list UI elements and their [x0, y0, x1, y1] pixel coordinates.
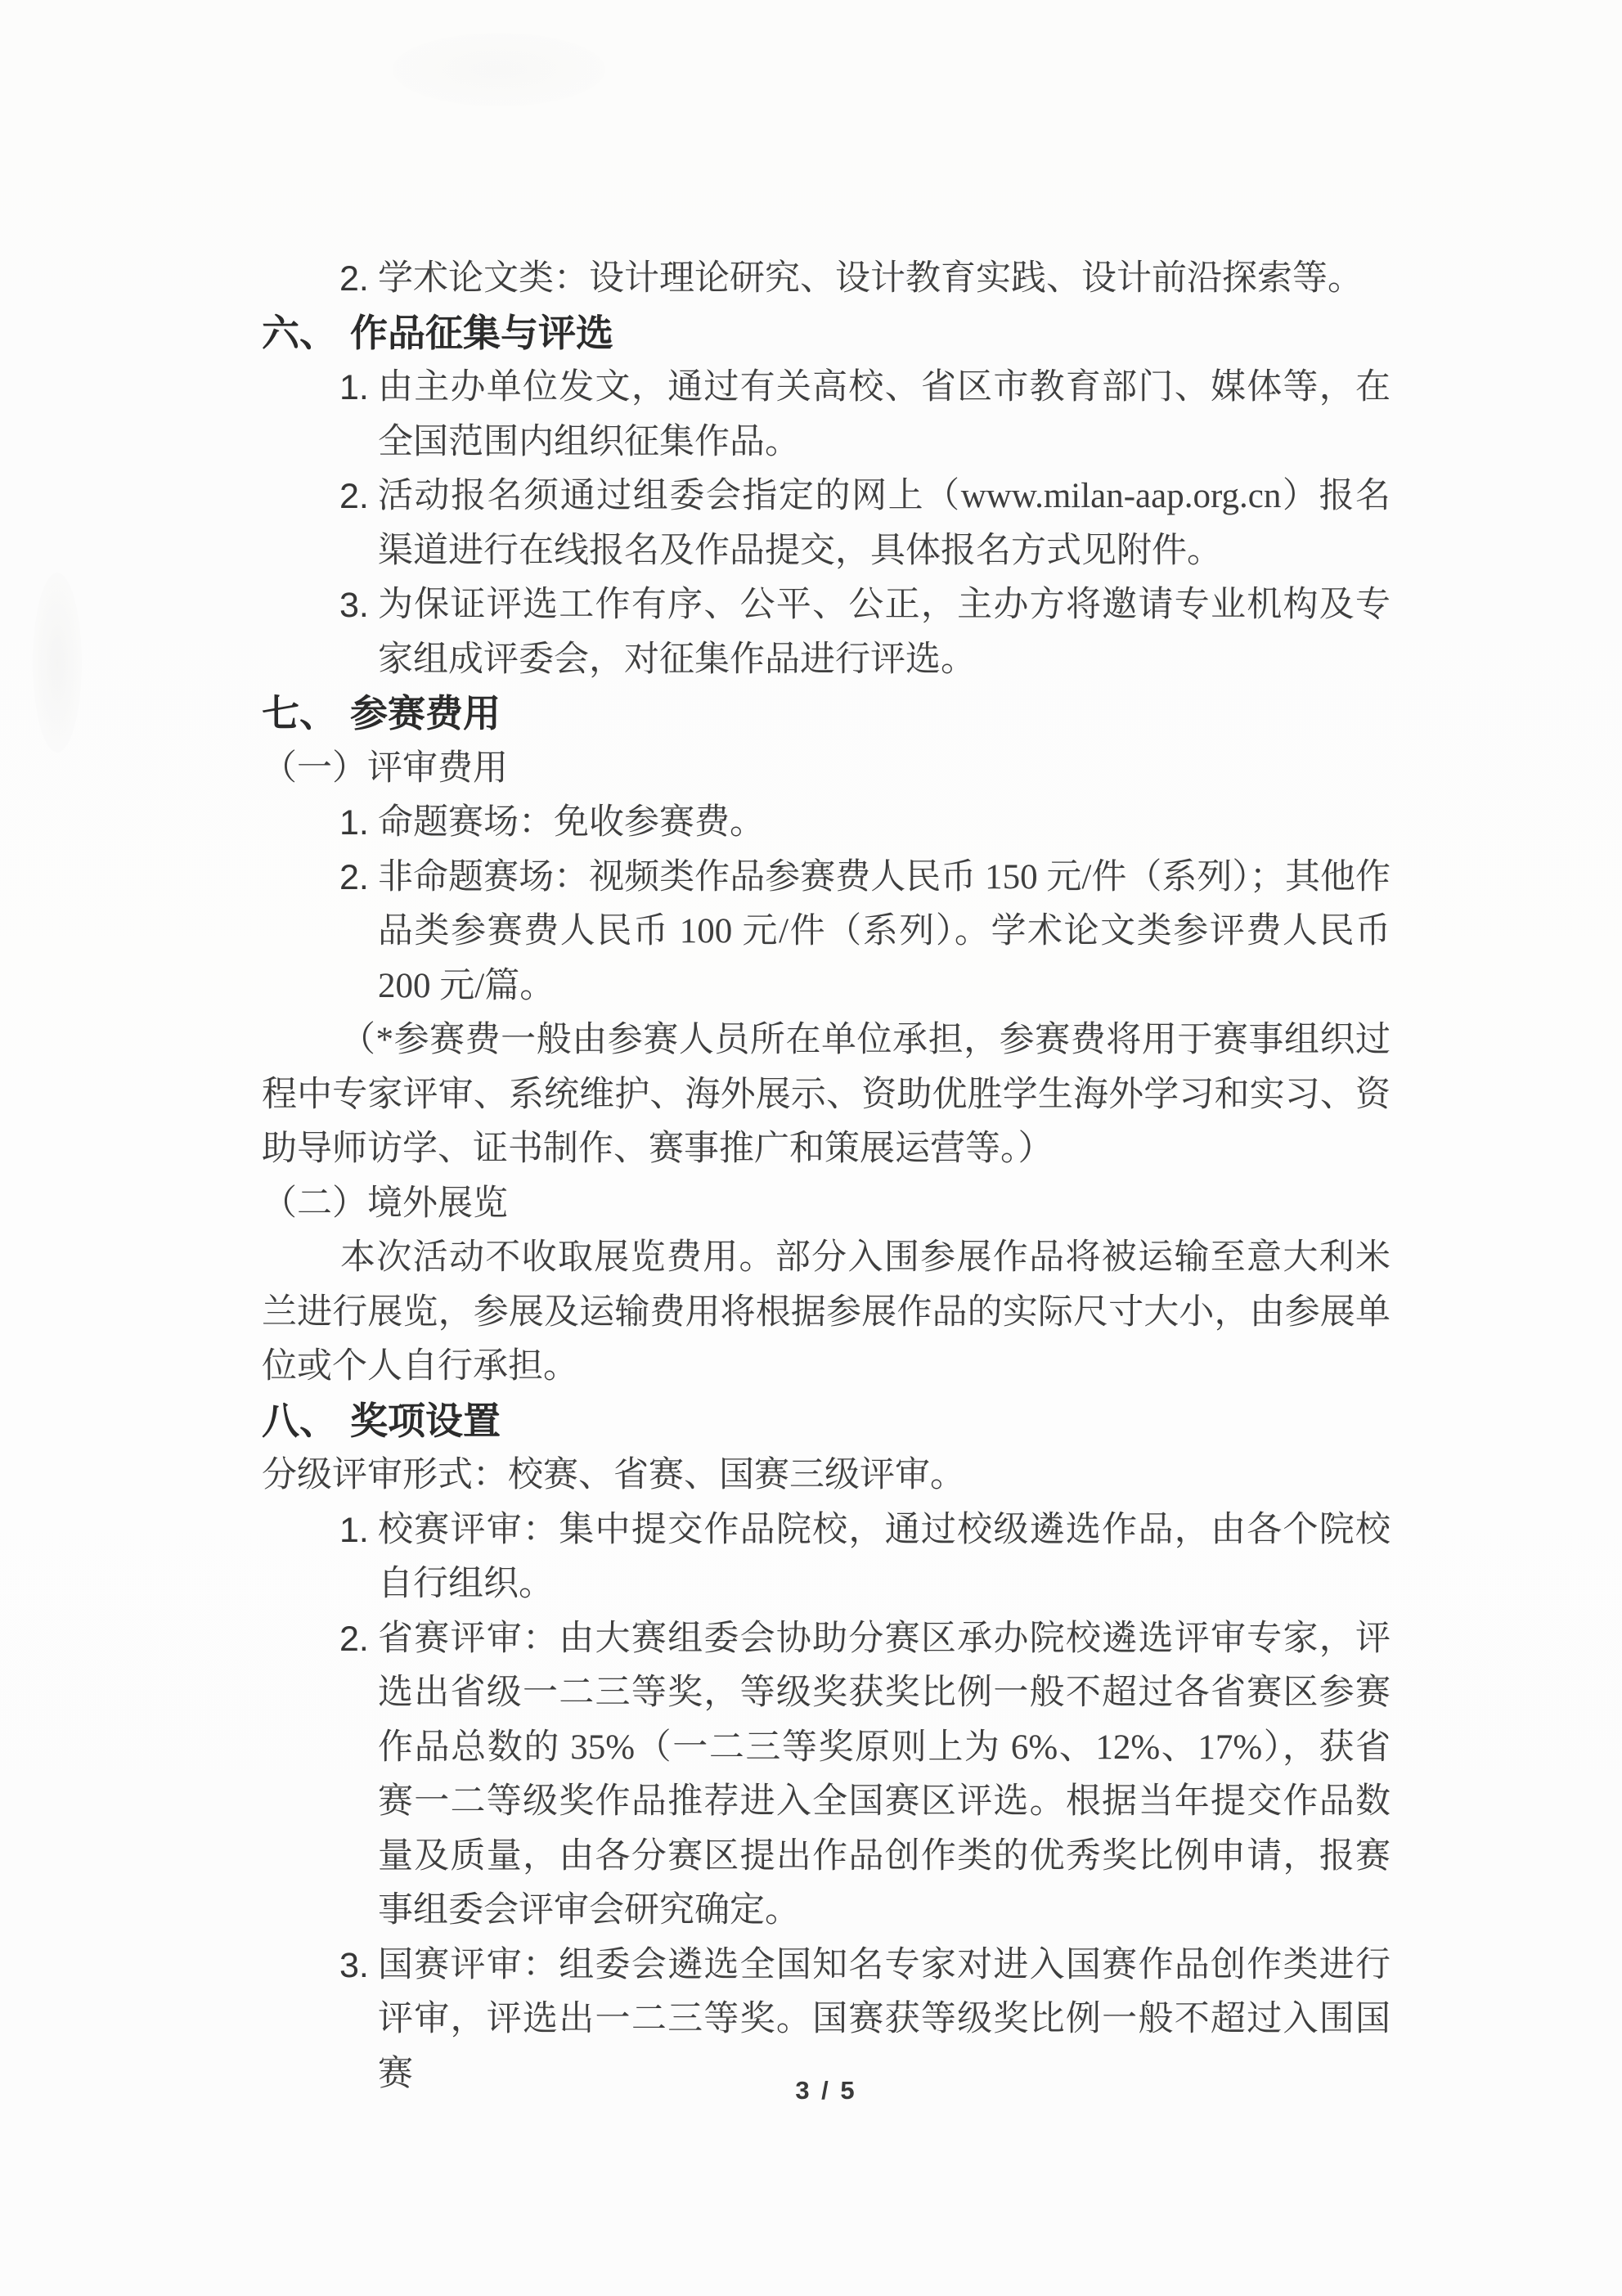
list-item-number: 2. — [339, 477, 369, 516]
sub-heading: （一）评审费用 — [262, 748, 508, 788]
list-item-text: 活动报名须通过组委会指定的网上（www.milan-aap.org.cn）报名渠道进行在线报名及作品提交，具体报名方式见附件。 — [378, 477, 1391, 570]
list-item-text: 为保证评选工作有序、公平、公正，主办方将邀请专业机构及专家组成评委会，对征集作品进行评选。 — [378, 586, 1391, 679]
list-item — [262, 851, 1391, 1014]
sub-heading: （二）境外展览 — [262, 1184, 508, 1223]
list-item — [262, 578, 1391, 687]
section-number: 七、 — [262, 693, 337, 735]
document-body — [262, 252, 1391, 2101]
list-item-text: 学术论文类：设计理论研究、设计教育实践、设计前沿探索等。 — [378, 259, 1363, 298]
list-item — [262, 796, 1391, 851]
scan-smudge — [33, 573, 82, 753]
list-item-number: 3. — [339, 1945, 369, 1985]
list-item-number: 2. — [339, 857, 369, 897]
intro-line: 分级评审形式：校赛、省赛、国赛三级评审。 — [262, 1456, 965, 1494]
section-heading — [262, 1395, 1391, 1449]
list-item — [262, 1612, 1391, 1939]
list-item-text: 省赛评审：由大赛组委会协助分赛区承办院校遴选评审专家，评选出省级一二三等奖，等级奖获奖比例一般不超过各省赛区参赛作品总数的 35%（一二三等奖原则上为 6%、12%、17%），获省赛一二等级奖作品推荐进入全国赛区评选。根据当年提交作品数量及质量，由各分赛区提出作品创作类的优秀奖比例申请，报赛事组委会评审会研究确定。 — [378, 1619, 1391, 1930]
list-item-number: 2. — [339, 259, 369, 299]
list-item-number: 1. — [339, 1510, 369, 1550]
list-item — [262, 252, 1391, 307]
section-heading — [262, 307, 1391, 362]
list-item-number: 3. — [339, 586, 369, 625]
page-number: 3 / 5 — [795, 2076, 857, 2105]
list-item — [262, 361, 1391, 470]
section-heading — [262, 687, 1391, 742]
paragraph: 本次活动不收取展览费用。部分入围参展作品将被运输至意大利米兰进行展览，参展及运输费用将根据参展作品的实际尺寸大小，由参展单位或个人自行承担。 — [262, 1238, 1391, 1386]
list-item — [262, 1503, 1391, 1612]
section-number: 八、 — [262, 1400, 337, 1442]
list-item-number: 1. — [339, 368, 369, 407]
list-item-number: 1. — [339, 803, 369, 842]
section-title: 参赛费用 — [350, 693, 501, 735]
note-paragraph: （*参赛费一般由参赛人员所在单位承担，参赛费将用于赛事组织过程中专家评审、系统维护、海外展示、资助优胜学生海外学习和实习、资助导师访学、证书制作、赛事推广和策展运营等。） — [262, 1021, 1391, 1168]
list-item-text: 由主办单位发文，通过有关高校、省区市教育部门、媒体等，在全国范围内组织征集作品。 — [378, 368, 1391, 461]
list-item-text: 命题赛场：免收参赛费。 — [378, 803, 765, 842]
section-title: 奖项设置 — [350, 1400, 501, 1442]
list-item-text: 国赛评审：组委会遴选全国知名专家对进入国赛作品创作类进行评审，评选出一二三等奖。国赛获等级奖比例一般不超过入围国赛 — [378, 1945, 1391, 2093]
section-number: 六、 — [262, 312, 337, 354]
list-item-number: 2. — [339, 1619, 369, 1659]
list-item-text: 非命题赛场：视频类作品参赛费人民币 150 元/件（系列）；其他作品类参赛费人民币 100 元/件（系列）。学术论文类参评费人民币 200 元/篇。 — [378, 857, 1391, 1005]
list-item-text: 校赛评审：集中提交作品院校，通过校级遴选作品，由各个院校自行组织。 — [378, 1510, 1391, 1603]
list-item — [262, 470, 1391, 578]
section-title: 作品征集与评选 — [350, 312, 613, 354]
scan-smudge — [393, 33, 605, 106]
